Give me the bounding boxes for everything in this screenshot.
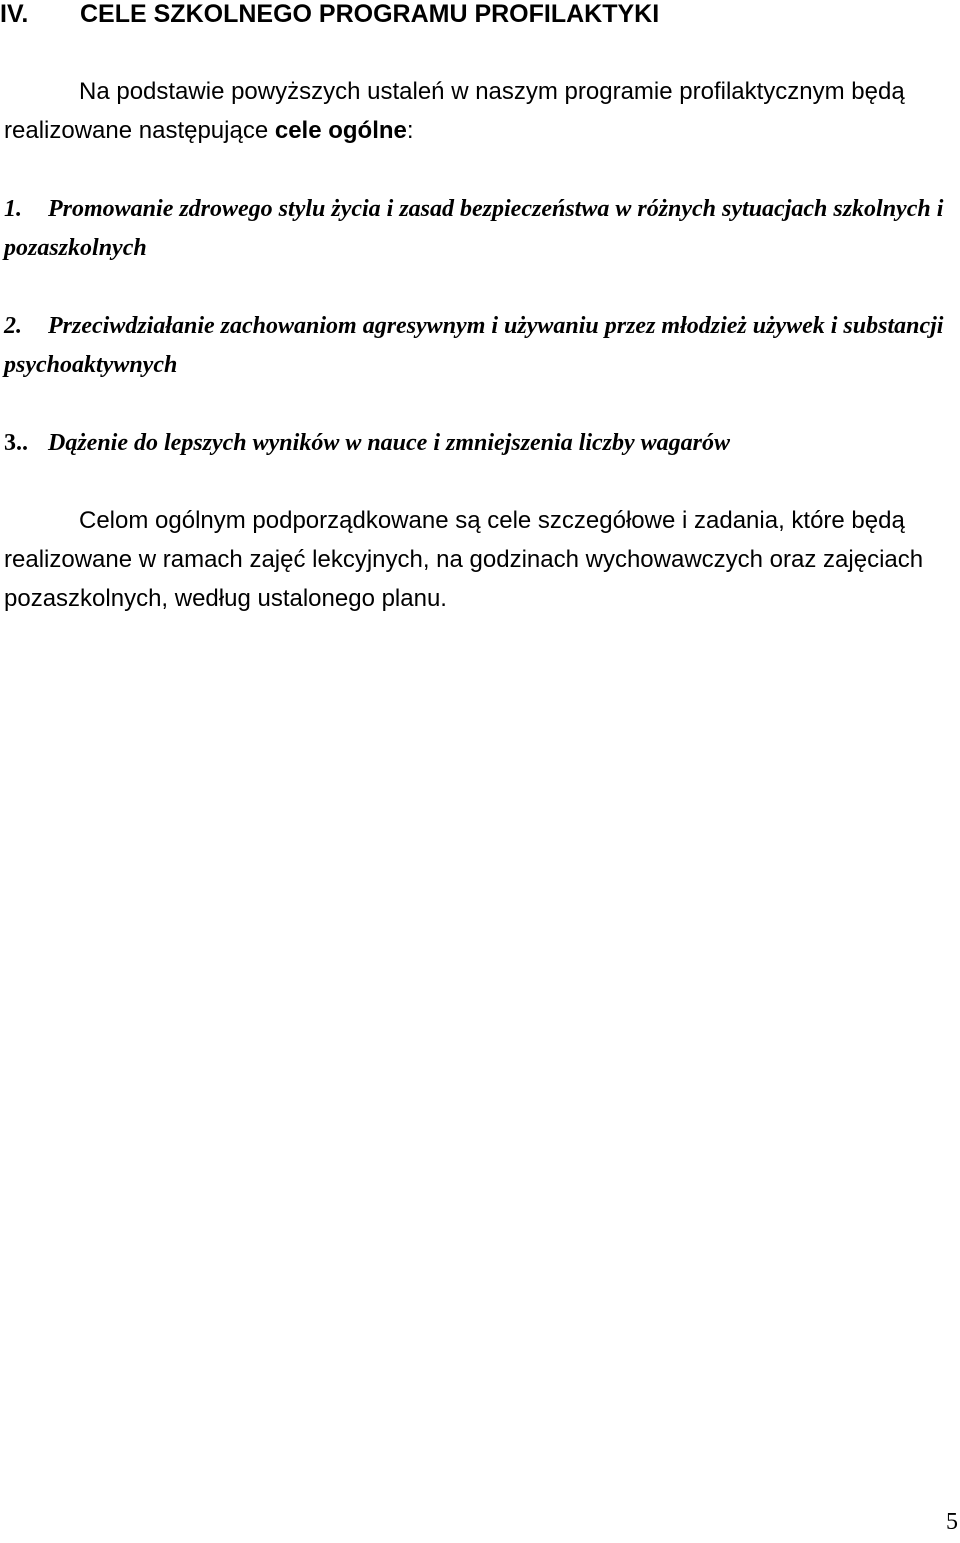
section-title: CELE SZKOLNEGO PROGRAMU PROFILAKTYKI [80, 0, 660, 28]
intro-tail: : [406, 117, 414, 144]
goal-item-2 [4, 307, 954, 385]
page-number: 5 [946, 1509, 958, 1535]
goal-number: 3.. [4, 430, 28, 456]
goal-text: Promowanie zdrowego stylu życia i zasad bezpieczeństwa w różnych sytuacjach szkolnych i pozaszkolnych [4, 196, 944, 261]
closing-paragraph [4, 501, 954, 618]
closing-text: Celom ogólnym podporządkowane są cele szczegółowe i zadania, które będą realizowane w ramach zajęć lekcyjnych, na godzinach wychowawczych oraz zajęciach pozaszkolnych, według ustalonego planu. [4, 507, 924, 612]
goal-text: Przeciwdziałanie zachowaniom agresywnym i używaniu przez młodzież używek i substancji psychoaktywnych [4, 313, 944, 378]
intro-text: Na podstawie powyższych ustaleń w naszym programie profilaktycznym będą realizowane następujące [4, 78, 905, 144]
intro-bold-text: cele ogólne [274, 117, 407, 144]
goal-text: Dążenie do lepszych wyników w nauce i zmniejszenia liczby wagarów [48, 430, 731, 456]
intro-paragraph [4, 72, 954, 150]
section-number: IV. [0, 0, 29, 28]
goal-item-1 [4, 190, 954, 268]
goal-number: 1. [4, 196, 22, 222]
goal-item-3 [4, 424, 954, 463]
section-heading [0, 0, 659, 28]
goal-number: 2. [4, 313, 22, 339]
